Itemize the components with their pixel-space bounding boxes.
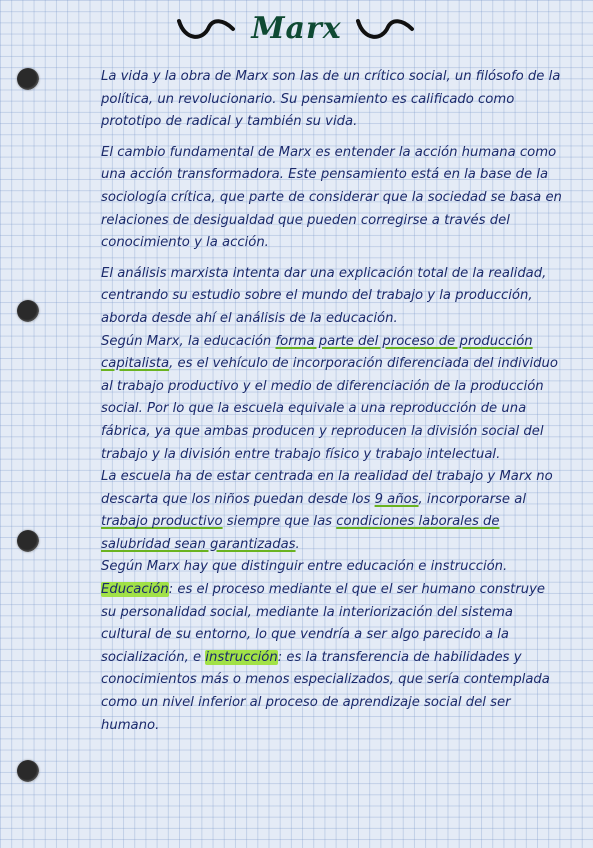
binder-hole <box>17 68 39 90</box>
right-swirl-icon <box>354 15 418 41</box>
text-segment: . <box>295 536 300 552</box>
notes-body <box>101 66 563 737</box>
text-segment: La escuela ha de estar centrada en la realidad del trabajo y Marx no descarta que los niños puedan desde los <box>101 469 553 507</box>
paragraph-school-and-work <box>101 466 563 556</box>
paragraph-education-production <box>101 331 563 467</box>
text-segment: : es la transferencia de habilidades y conocimientos más o menos especializados, que sería contemplada como un nivel inferior al proceso de aprendizaje social del ser humano. <box>101 649 550 733</box>
paragraph-definitions <box>101 579 563 737</box>
underlined-phrase: forma parte del proceso de producción capitalista <box>101 333 533 372</box>
paragraph-fundamental-change: El cambio fundamental de Marx es entender la acción humana como una acción transformadora. Este pensamiento está en la base de la sociología crítica, que parte de considerar que la sociedad se basa en relaciones de desigualdad que pueden corregirse a través del conocimiento y la acción. <box>101 144 562 251</box>
paragraph-life-and-work: La vida y la obra de Marx son las de un crítico social, un filósofo de la política, un revolucionario. Su pensamiento es calificado como prototipo de radical y también su vida. <box>101 69 561 130</box>
left-swirl-icon <box>175 15 239 41</box>
underlined-phrase: trabajo productivo <box>101 514 223 530</box>
binder-hole <box>17 760 39 782</box>
title-row <box>0 8 593 48</box>
underlined-phrase: condiciones laborales de salubridad sean garantizadas <box>101 514 500 552</box>
text-segment: Según Marx, la educación <box>101 333 276 349</box>
highlighted-term: Educación <box>101 582 169 598</box>
page-title: Marx <box>251 10 342 46</box>
text-segment: : es el proceso mediante el que el ser humano construye su personalidad social, mediante la interiorización del sistema cultural de su entorno, lo que vendría a ser algo parecido a la socialización, e <box>101 582 546 665</box>
binder-hole <box>17 300 39 322</box>
text-segment: , es el vehículo de incorporación diferenciada del individuo al trabajo productivo y el medio de diferenciación de la producción social. Por lo que la escuela equivale a una reproducción de una fábrica, ya que ambas producen y reproducen la división social del trabajo y la división entre trabajo físico y trabajo intelectual. <box>101 356 558 462</box>
text-segment: siempre que las <box>222 514 337 530</box>
underlined-phrase: 9 años <box>374 491 419 507</box>
highlighted-term: instrucción <box>205 649 278 665</box>
text-segment: , incorporarse al <box>418 491 526 507</box>
paragraph-marxist-analysis: El análisis marxista intenta dar una explicación total de la realidad, centrando su estudio sobre el mundo del trabajo y la producción, aborda desde ahí el análisis de la educación. <box>101 265 547 326</box>
binder-hole <box>17 530 39 552</box>
paragraph-distinction: Según Marx hay que distinguir entre educación e instrucción. <box>101 559 508 575</box>
